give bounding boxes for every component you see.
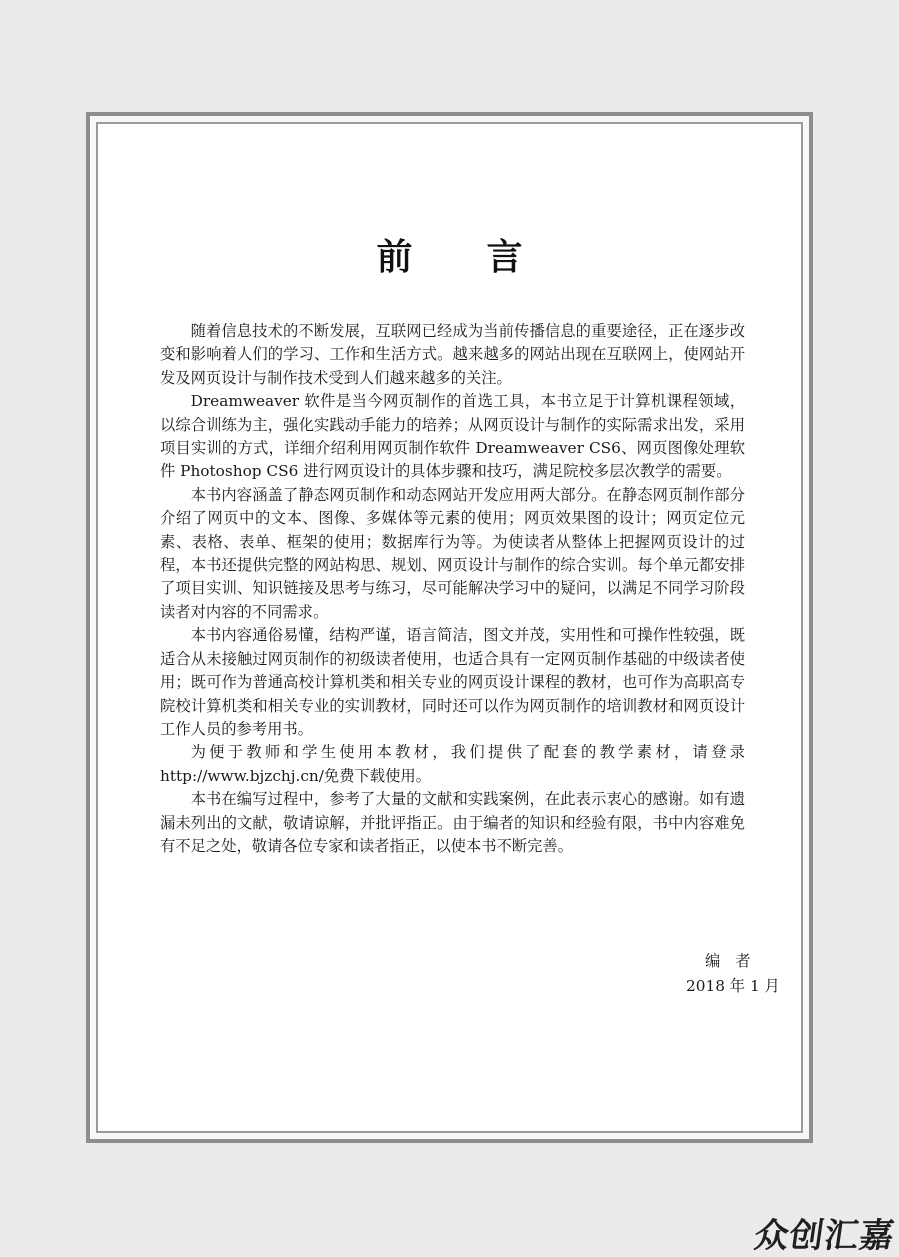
publisher-watermark: 众创汇嘉 bbox=[751, 1216, 898, 1256]
paragraph: 本书在编写过程中，参考了大量的文献和实践案例，在此表示衷心的感谢。如有遗漏未列出的文献，敬请谅解，并批评指正。由于编者的知识和经验有限，书中内容难免有不足之处，敬请各位专家和读者指正，以使本书不断完善。 bbox=[160, 790, 745, 855]
paragraph: 随着信息技术的不断发展，互联网已经成为当前传播信息的重要途径，正在逐步改变和影响着人们的学习、工作和生活方式。越来越多的网站出现在互联网上，使网站开发及网页设计与制作技术受到人们越来越多的关注。 bbox=[160, 322, 745, 387]
signature-date: 2018 年 1 月 bbox=[686, 977, 780, 995]
paragraph: 为便于教师和学生使用本教材，我们提供了配套的教学素材，请登录 http://www.bjzchj.cn/免费下载使用。 bbox=[160, 743, 745, 785]
page-outer-frame bbox=[86, 112, 813, 1143]
page-title: 前言 bbox=[376, 237, 597, 278]
paragraph: Dreamweaver 软件是当今网页制作的首选工具，本书立足于计算机课程领域，以综合训练为主，强化实践动手能力的培养；从网页设计与制作的实际需求出发，采用项目实训的方式，详细介绍利用网页制作软件 Dreamweaver CS6、网页图像处理软件 Photoshop CS6 进行网页设计的具体步骤和技巧，满足院校多层次教学的需要。 bbox=[160, 392, 745, 481]
paragraph: 本书内容涵盖了静态网页制作和动态网站开发应用两大部分。在静态网页制作部分介绍了网页中的文本、图像、多媒体等元素的使用；网页效果图的设计；网页定位元素、表格、表单、框架的使用；数据库行为等。为使读者从整体上把握网页设计的过程，本书还提供完整的网站构思、规划、网页设计与制作的综合实训。每个单元都安排了项目实训、知识链接及思考与练习，尽可能解决学习中的疑问，以满足不同学习阶段读者对内容的不同需求。 bbox=[160, 485, 745, 621]
paragraph: 本书内容通俗易懂，结构严谨，语言简洁，图文并茂，实用性和可操作性较强，既适合从未接触过网页制作的初级读者使用，也适合具有一定网页制作基础的中级读者使用；既可作为普通高校计算机类和相关专业的网页设计课程的教材，也可作为高职高专院校计算机类和相关专业的实训教材，同时还可以作为网页制作的培训教材和网页设计工作人员的参考用书。 bbox=[160, 626, 745, 738]
page-inner-frame bbox=[96, 122, 803, 1133]
signature-author: 编者 bbox=[705, 952, 766, 970]
preface-body bbox=[160, 320, 745, 858]
